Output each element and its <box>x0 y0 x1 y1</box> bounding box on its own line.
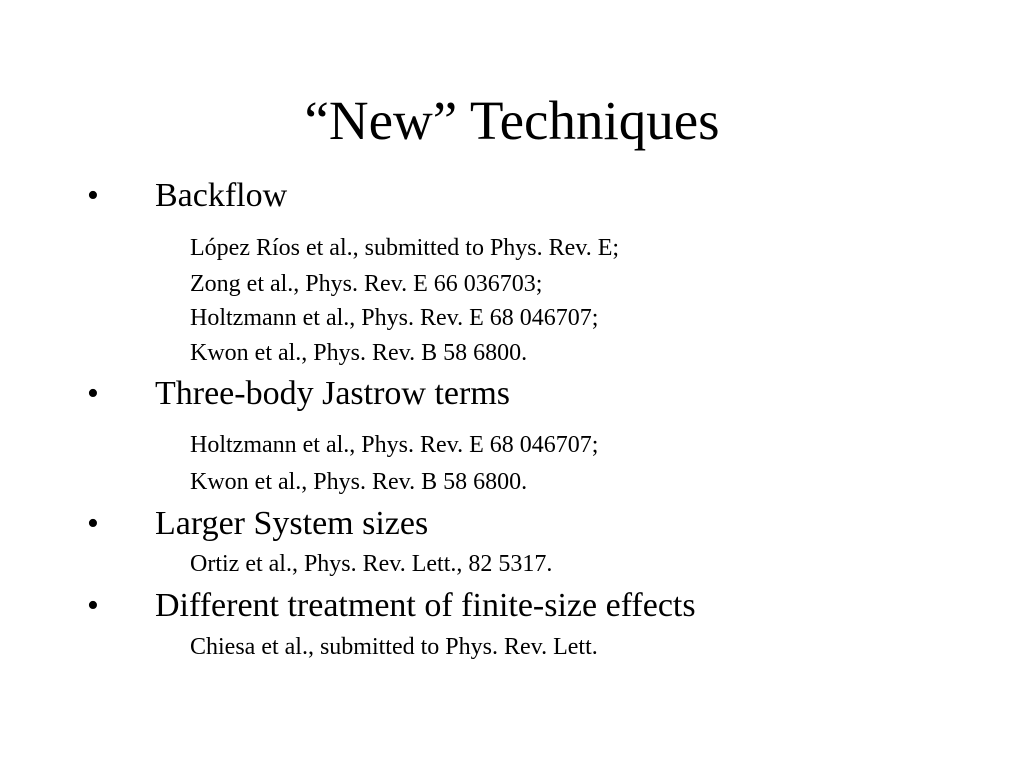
bullet-marker: • <box>87 375 99 412</box>
reference-line: Kwon et al., Phys. Rev. B 58 6800. <box>190 340 528 366</box>
bullet-heading-backflow: Backflow <box>155 177 288 214</box>
reference-line: Zong et al., Phys. Rev. E 66 036703; <box>190 271 543 297</box>
bullet-marker: • <box>87 177 99 214</box>
reference-line: Kwon et al., Phys. Rev. B 58 6800. <box>190 469 528 495</box>
reference-line: Holtzmann et al., Phys. Rev. E 68 046707; <box>190 305 599 331</box>
bullet-heading-larger-system-sizes: Larger System sizes <box>155 505 429 542</box>
reference-line: Chiesa et al., submitted to Phys. Rev. Lett. <box>190 634 598 660</box>
reference-line: Ortiz et al., Phys. Rev. Lett., 82 5317. <box>190 551 553 577</box>
bullet-marker: • <box>87 505 99 542</box>
bullet-heading-finite-size-effects: Different treatment of finite-size effects <box>155 587 696 624</box>
slide-title: “New” Techniques <box>304 90 720 151</box>
reference-line: López Ríos et al., submitted to Phys. Rev. E; <box>190 235 620 261</box>
reference-line: Holtzmann et al., Phys. Rev. E 68 046707; <box>190 432 599 458</box>
bullet-heading-three-body-jastrow: Three-body Jastrow terms <box>155 375 511 412</box>
bullet-marker: • <box>87 587 99 624</box>
